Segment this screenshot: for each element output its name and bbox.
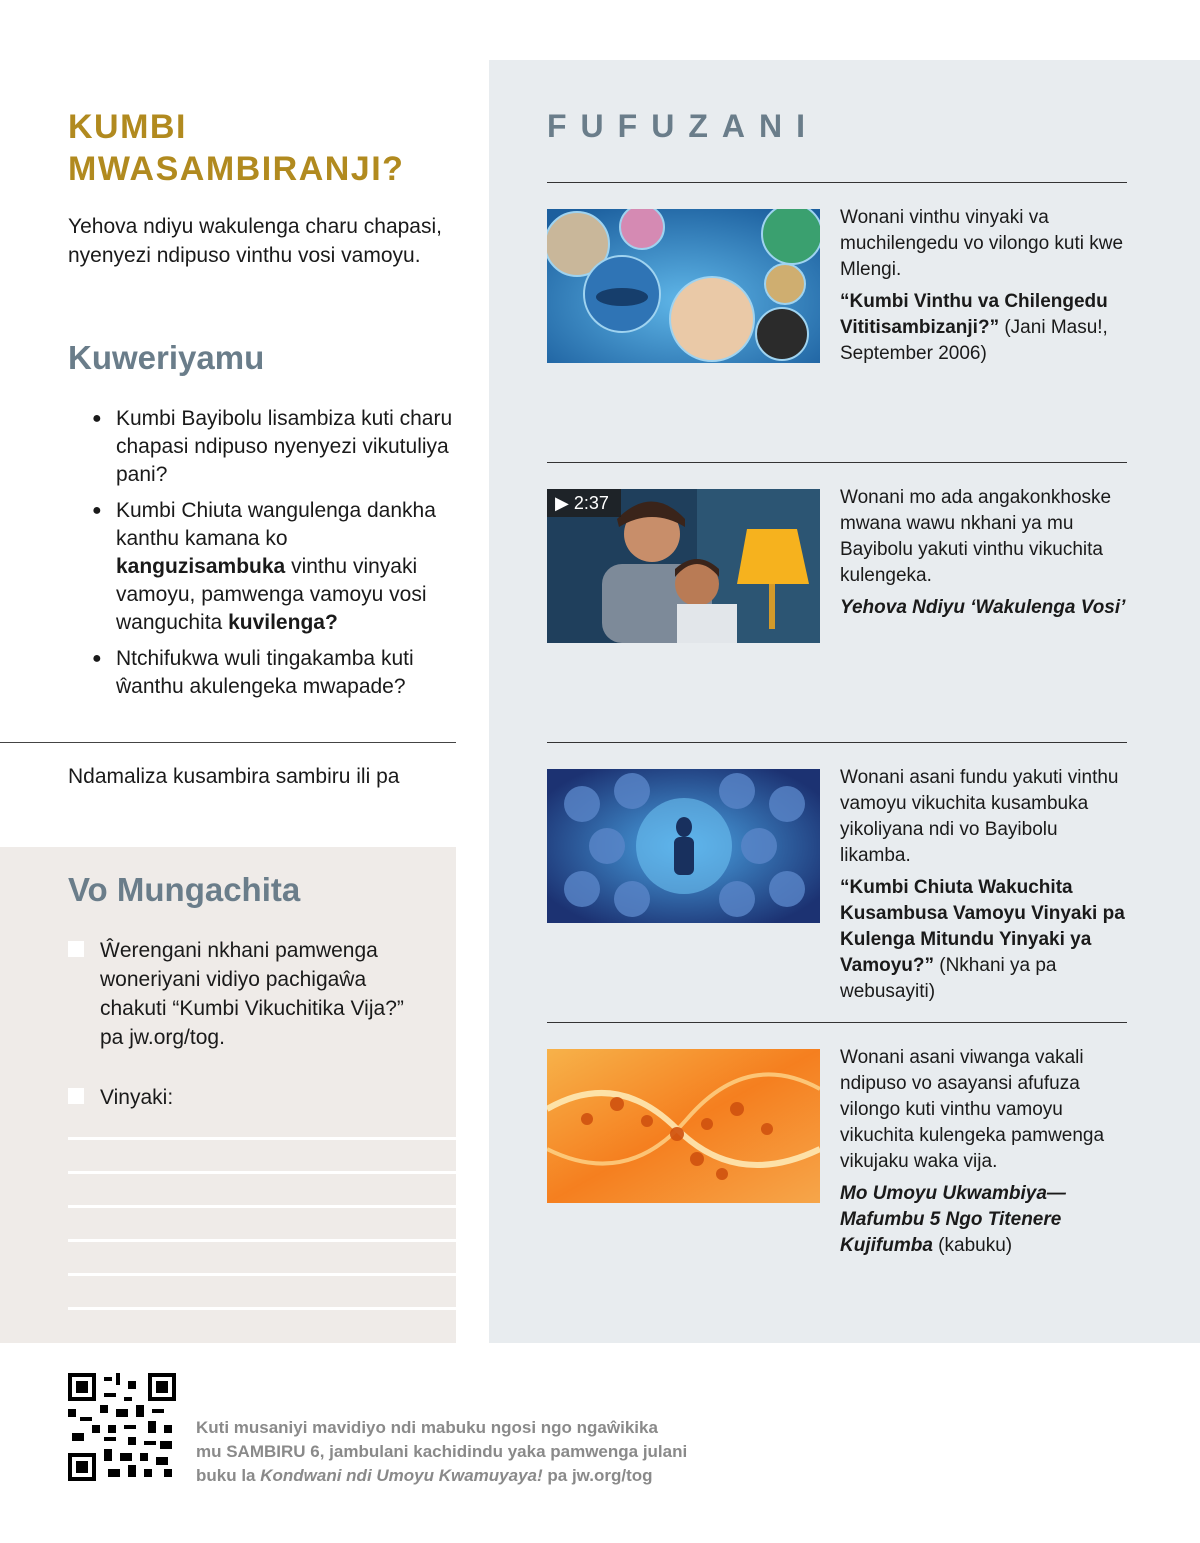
resource-entry: Wonani vinthu vinyaki va muchilengedu vo vilongo kuti kwe Mlengi. “Kumbi Vinthu va Chilengedu Vititisambizanji?” (Jani Masu!, September 2006) <box>840 205 1130 367</box>
divider <box>547 742 1127 743</box>
resource-link[interactable]: “Kumbi Vinthu va Chilengedu Vititisambizanji?” (Jani Masu!, September 2006) <box>840 291 1108 364</box>
checkbox[interactable] <box>68 941 84 957</box>
video-duration-badge: ▶ 2:37 <box>547 489 621 517</box>
summary-text: Yehova ndiyu wakulenga charu chapasi, nyenyezi ndipuso vinthu vosi vamoyu. <box>68 215 442 267</box>
divider <box>547 462 1127 463</box>
todo-item: Ŵerengani nkhani pamwenga woneriyani vidiyo pachigaŵa chakuti “Kumbi Vikuchitika Vija?” pa jw.org/tog. <box>68 936 428 1052</box>
write-line <box>68 1171 456 1174</box>
bullet-icon: ● <box>92 410 102 427</box>
write-line <box>68 1307 456 1310</box>
resource-entry: Wonani mo ada angakonkhoske mwana wawu nkhani ya mu Bayibolu yakuti vinthu vikuchita kulengeka. Yehova Ndiyu ‘Wakulenga Vosi’ <box>840 485 1130 621</box>
qr-code-icon[interactable] <box>68 1373 176 1481</box>
evolution-circle-image[interactable] <box>547 769 820 923</box>
write-line <box>68 1273 456 1276</box>
todo-item: Vinyaki: <box>68 1083 428 1112</box>
footer-note: Kuti musaniyi mavidiyo ndi mabuku ngosi ngo ngaŵikika mu SAMBIRU 6, jambulani kachidindu yaka pamwenga julani buku la Kondwani ndi Umoyu Kwamuyaya! pa jw.org/tog <box>196 1418 688 1485</box>
dna-glow-image[interactable] <box>547 1049 820 1203</box>
resource-entry: Wonani asani viwanga vakali ndipuso vo asayansi afufuza vilongo kuti vinthu vamoyu vikuchita kulengeka pamwenga vikujaku waka vija. Mo Umoyu Ukwambiya—Mafumbu 5 Ngo Titenere Kujifumba (kabuku) <box>840 1045 1130 1259</box>
review-title: Kuweriyamu <box>68 339 265 376</box>
review-question: ● Ntchifukwa wuli tingakamba kuti ŵanthu akulengeka mwapade? <box>92 647 414 698</box>
todo-title: Vo Mungachita <box>68 871 301 908</box>
summary-title: KUMBI MWASAMBIRANJI? <box>68 108 405 188</box>
write-line <box>68 1239 456 1242</box>
resource-link[interactable]: Mo Umoyu Ukwambiya—Mafumbu 5 Ngo Titenere Kujifumba (kabuku) <box>840 1183 1066 1256</box>
father-son-video-thumbnail[interactable] <box>547 489 820 643</box>
divider <box>547 1022 1127 1023</box>
write-line <box>68 1205 456 1208</box>
bullet-icon: ● <box>92 650 102 667</box>
resource-entry: Wonani asani fundu yakuti vinthu vamoyu vikuchita kusambuka yikoliyana ndi vo Bayibolu likamba. “Kumbi Chiuta Wakuchita Kusambusa Vamoyu Vinyaki pa Kulenga Mitundu Yinyaki ya Vamoyu?” (Nkhani ya pa webusayiti) <box>840 765 1130 1005</box>
checkbox[interactable] <box>68 1088 84 1104</box>
divider <box>547 182 1127 183</box>
review-question: ● Kumbi Chiuta wangulenga dankha kanthu kamana ko kanguzisambuka vinthu vinyaki vamoyu, pamwenga vamoyu vosi wanguchita kuvilenga? <box>92 499 436 634</box>
divider <box>0 742 456 743</box>
finished-statement: Ndamaliza kusambira sambiru ili pa <box>68 765 400 788</box>
review-questions <box>92 405 462 709</box>
creation-collage-image[interactable] <box>547 209 820 363</box>
explore-title: FUFUZANI <box>547 108 819 144</box>
write-line <box>68 1137 456 1140</box>
review-question: ● Kumbi Bayibolu lisambiza kuti charu chapasi ndipuso nyenyezi vikutuliya pani? <box>92 407 453 486</box>
bullet-icon: ● <box>92 502 102 519</box>
resource-link[interactable]: Yehova Ndiyu ‘Wakulenga Vosi’ <box>840 597 1126 618</box>
resource-link[interactable]: “Kumbi Chiuta Wakuchita Kusambusa Vamoyu Vinyaki pa Kulenga Mitundu Yinyaki ya Vamoyu?” (Nkhani ya pa webusayiti) <box>840 877 1125 1002</box>
